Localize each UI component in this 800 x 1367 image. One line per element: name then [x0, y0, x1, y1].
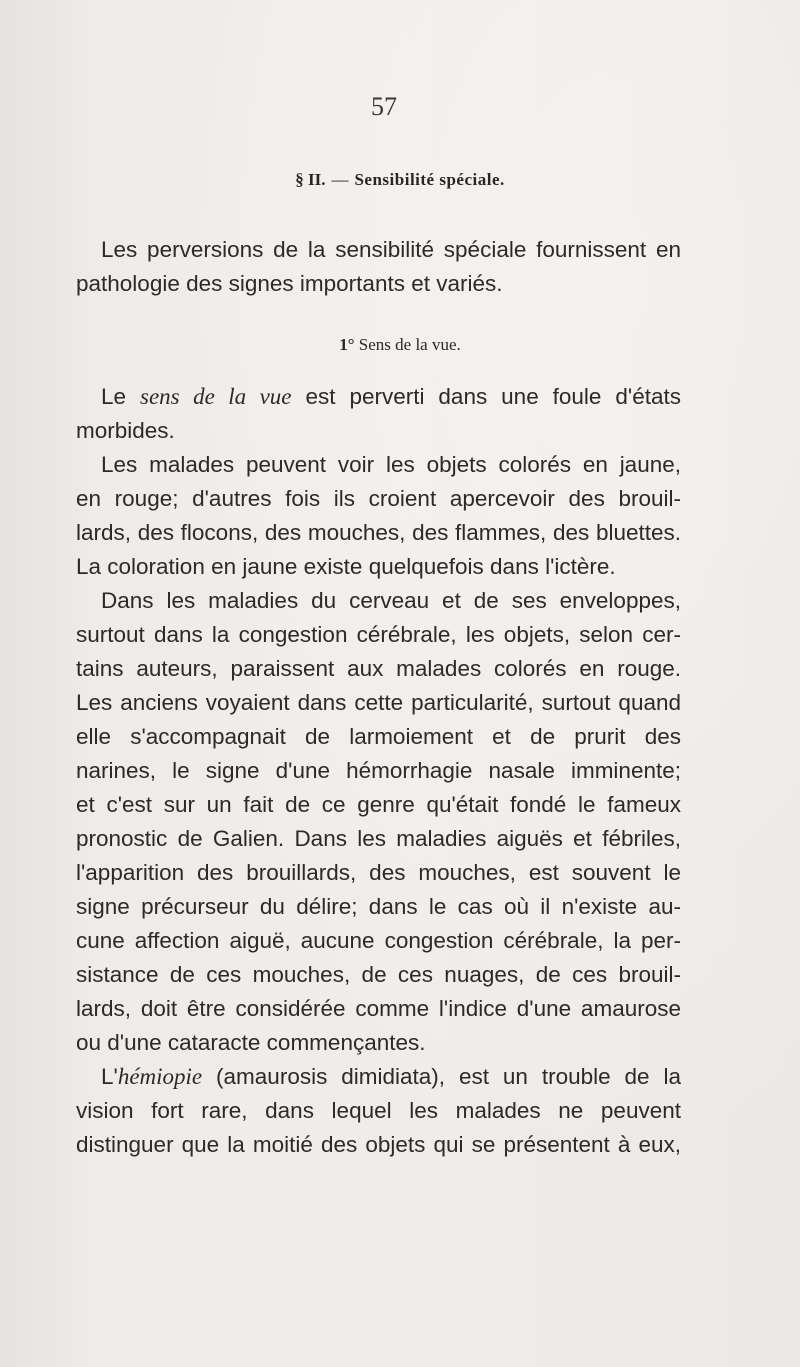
paragraph-line: signe précurseur du délire; dans le cas où il n'existe au-: [76, 894, 681, 919]
paragraph-line: lards, des flocons, des mouches, des flammes, des bluettes.: [76, 520, 681, 545]
intro-line: pathologie des signes importants et variés.: [76, 271, 503, 296]
subsection-title: Sens de la vue.: [358, 335, 461, 354]
paragraph-line: [101, 1063, 681, 1091]
paragraph-line: tains auteurs, paraissent aux malades colorés en rouge.: [76, 656, 681, 681]
section-dash: —: [331, 170, 349, 189]
paragraph-line: elle s'accompagnait de larmoiement et de prurit des: [76, 724, 681, 749]
paragraph-line: La coloration en jaune existe quelquefois dans l'ictère.: [76, 554, 616, 579]
text-run: (amaurosis dimidiata), est un trouble de la: [216, 1064, 681, 1089]
paragraph-line: narines, le signe d'une hémorrhagie nasale imminente;: [76, 758, 681, 783]
paragraph-line: lards, doit être considérée comme l'indice d'une amaurose: [76, 996, 681, 1021]
paragraph-line: et c'est sur un fait de ce genre qu'était fondé le fameux: [76, 792, 681, 817]
paragraph-line: Les malades peuvent voir les objets colorés en jaune,: [101, 452, 681, 477]
section-title: Sensibilité spéciale.: [354, 170, 505, 189]
paragraph-line: l'apparition des brouillards, des mouches, est souvent le: [76, 860, 681, 885]
subsection-number: 1°: [339, 335, 355, 354]
page-number: 57: [371, 92, 397, 121]
paragraph-line: distinguer que la moitié des objets qui se présentent à eux,: [76, 1132, 681, 1157]
paragraph-line: pronostic de Galien. Dans les maladies aiguës et fébriles,: [76, 826, 681, 851]
paragraph-line: sistance de ces mouches, de ces nuages, de ces brouil-: [76, 962, 681, 987]
italic-term: sens de la vue: [140, 384, 292, 409]
intro-line: Les perversions de la sensibilité spéciale fournissent en: [101, 237, 681, 262]
paragraph-line: surtout dans la congestion cérébrale, les objets, selon cer-: [76, 622, 681, 647]
paragraph-line: vision fort rare, dans lequel les malades ne peuvent: [76, 1098, 681, 1123]
section-heading: [0, 170, 800, 190]
text-run: est perverti dans une foule d'états: [305, 384, 681, 409]
subsection-heading: [0, 335, 800, 355]
paragraph-line: [101, 383, 681, 411]
paragraph-line: Les anciens voyaient dans cette particularité, surtout quand: [76, 690, 681, 715]
paragraph-line: cune affection aiguë, aucune congestion cérébrale, la per-: [76, 928, 681, 953]
text-run: L': [101, 1064, 118, 1089]
paragraph-line: morbides.: [76, 418, 175, 443]
section-prefix: § II.: [295, 170, 326, 189]
paragraph-line: Dans les maladies du cerveau et de ses enveloppes,: [101, 588, 681, 613]
italic-term: hémiopie: [117, 1064, 203, 1089]
paragraph-line: en rouge; d'autres fois ils croient apercevoir des brouil-: [76, 486, 681, 511]
text-run: Le: [101, 384, 127, 409]
paragraph-line: ou d'une cataracte commençantes.: [76, 1030, 426, 1055]
